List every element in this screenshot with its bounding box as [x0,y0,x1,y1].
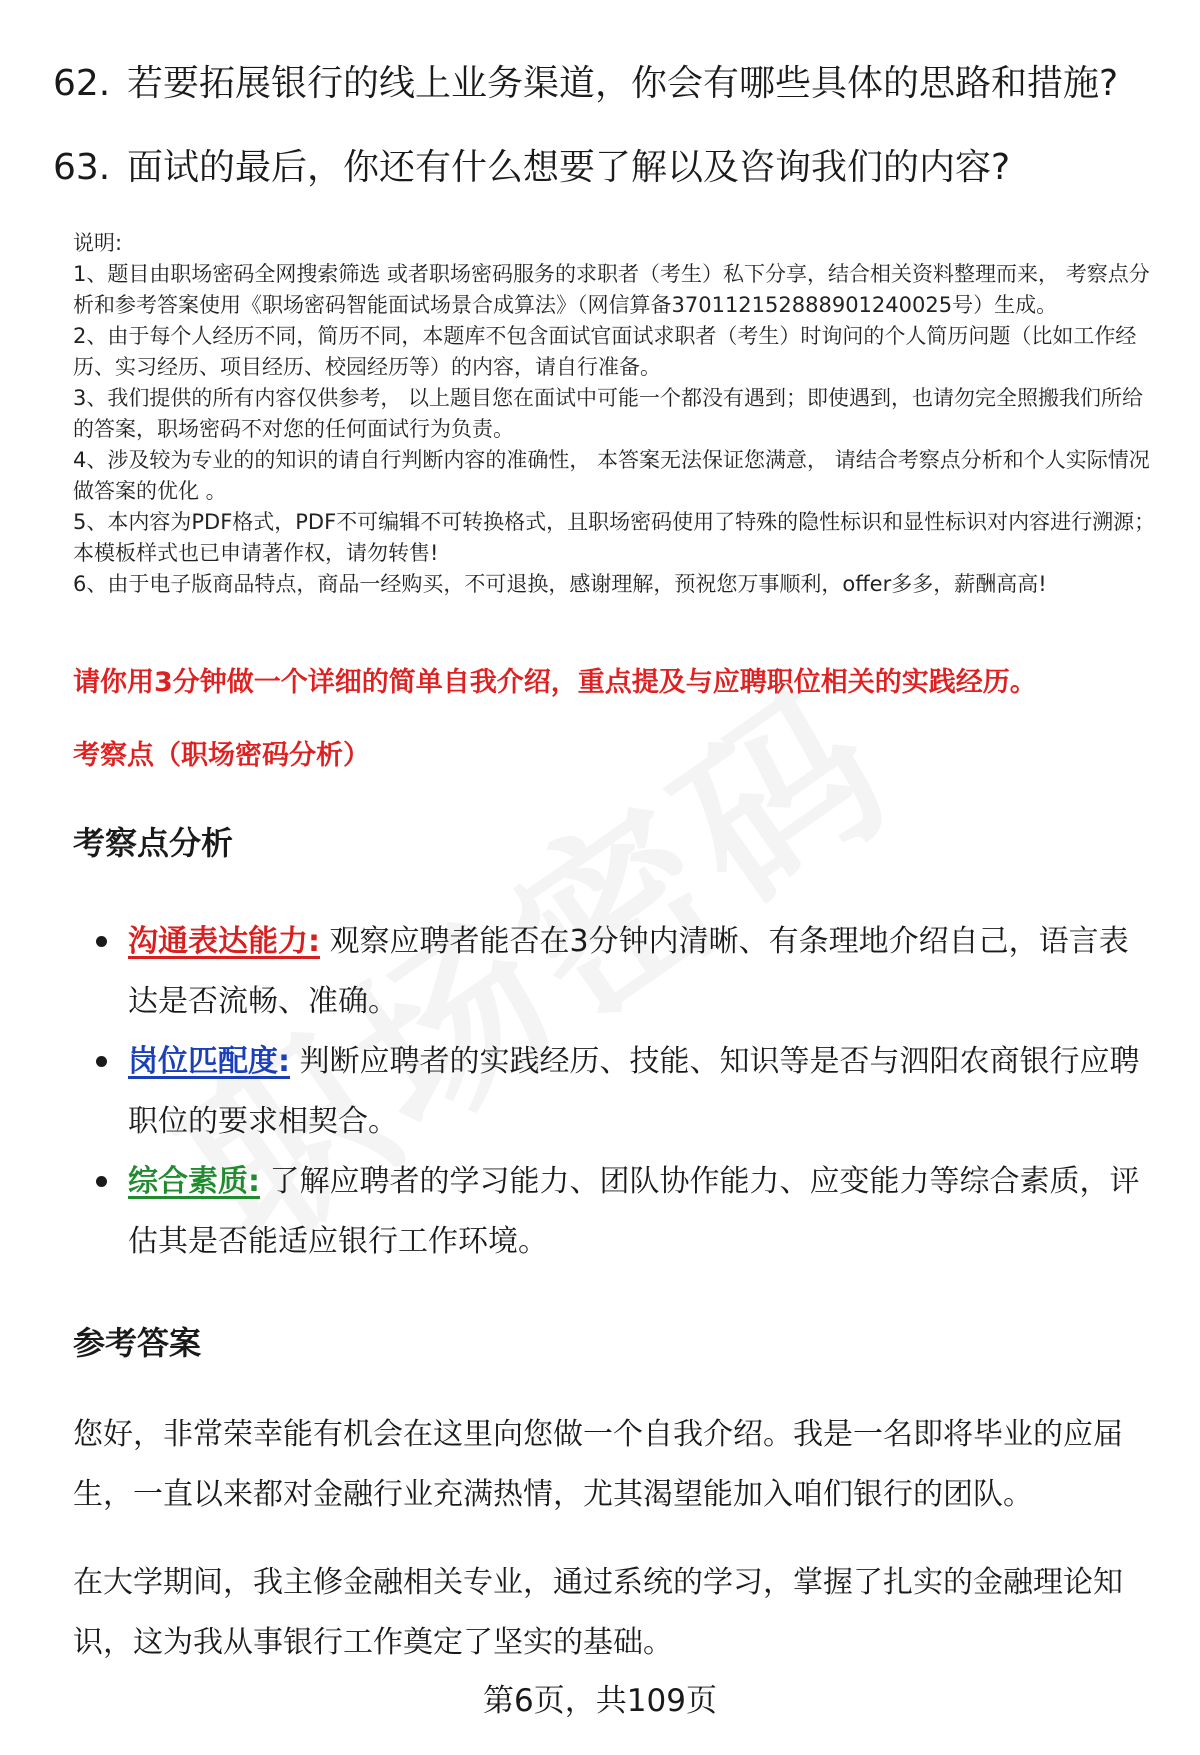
analysis-heading: 考察点分析 [73,824,234,862]
analysis-label: 考察点（职场密码分析） [73,740,370,771]
notes-item: 4、涉及较为专业的的知识的请自行判断内容的准确性， 本答案无法保证您满意， 请结合考察点分析和个人实际情况做答案的优化 。 [73,448,1150,503]
question-text: 若要拓展银行的线上业务渠道，你会有哪些具体的思路和措施? [127,63,1119,104]
bullet-text: 观察应聘者能否在3分钟内清晰、有条理地介绍自己，语言表达是否流畅、准确。 [128,924,1129,1019]
bullet-key: 综合素质: [128,1164,260,1199]
notes-item: 2、由于每个人经历不同，简历不同，本题库不包含面试官面试求职者（考生）时询问的个人简历问题（比如工作经历、实习经历、项目经历、校园经历等）的内容，请自行准备。 [73,324,1137,379]
question-63 [53,146,1010,190]
notes-item: 3、我们提供的所有内容仅供参考， 以上题目您在面试中可能一个都没有遇到；即使遇到，也请勿完全照搬我们所给的答案，职场密码不对您的任何面试行为负责。 [73,386,1144,441]
page-footer: 第6页，共109页 [483,1683,717,1719]
answer-paragraph: 在大学期间，我主修金融相关专业，通过系统的学习，掌握了扎实的金融理论知识，这为我从事银行工作奠定了坚实的基础。 [73,1565,1123,1660]
bullet-text: 判断应聘者的实践经历、技能、知识等是否与泗阳农商银行应聘职位的要求相契合。 [128,1044,1140,1139]
bullet-dot-icon [96,936,107,947]
notes-item: 1、题目由职场密码全网搜索筛选 或者职场密码服务的求职者（考生）私下分享，结合相关资料整理而来， 考察点分析和参考答案使用《职场密码智能面试场景合成算法》（网信算备370112152888901240025号）生成。 [73,262,1150,317]
list-item [96,1152,1146,1272]
list-item [96,1032,1146,1152]
list-item [96,912,1146,1032]
notes-item: 6、由于电子版商品特点，商品一经购买，不可退换，感谢理解，预祝您万事顺利，offer多多，薪酬高高! [73,572,1047,596]
bullet-dot-icon [96,1176,107,1187]
notes-item: 5、本内容为PDF格式，PDF不可编辑不可转换格式，且职场密码使用了特殊的隐性标识和显性标识对内容进行溯源；本模板样式也已申请著作权，请勿转售! [73,510,1156,565]
question-number: 63. [53,147,111,188]
bullet-key: 沟通表达能力: [128,924,320,959]
question-62 [53,62,1118,106]
question-text: 面试的最后，你还有什么想要了解以及咨询我们的内容? [127,147,1011,188]
interview-question-title: 请你用3分钟做一个详细的简单自我介绍，重点提及与应聘职位相关的实践经历。 [73,667,1037,698]
answer-heading: 参考答案 [73,1324,202,1362]
bullet-dot-icon [96,1056,107,1067]
notes-title: 说明: [73,231,123,255]
question-number: 62. [53,63,111,104]
bullet-text: 了解应聘者的学习能力、团队协作能力、应变能力等综合素质，评估其是否能适应银行工作环境。 [128,1164,1140,1259]
answer-paragraph: 您好，非常荣幸能有机会在这里向您做一个自我介绍。我是一名即将毕业的应届生，一直以来都对金融行业充满热情，尤其渴望能加入咱们银行的团队。 [73,1417,1123,1512]
bullet-key: 岗位匹配度: [128,1044,290,1079]
notes-section [73,228,1163,600]
analysis-list [96,912,1146,1272]
